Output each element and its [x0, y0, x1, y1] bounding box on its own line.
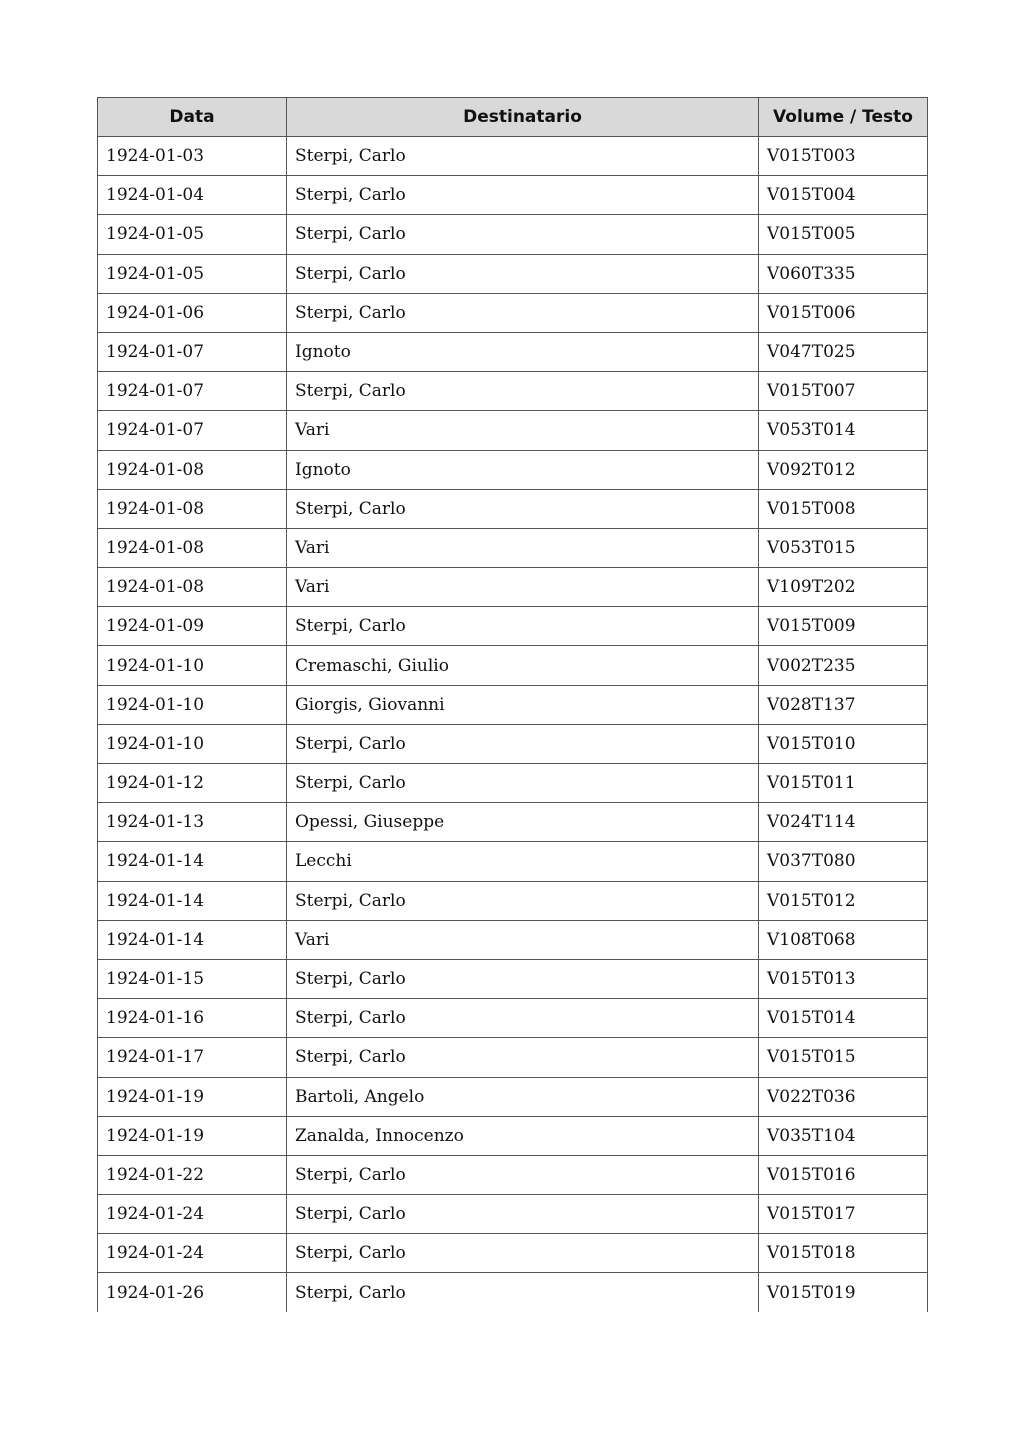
- cell-volume: V015T015: [759, 1038, 928, 1077]
- cell-date: 1924-01-12: [98, 764, 287, 803]
- cell-recipient: Sterpi, Carlo: [287, 881, 759, 920]
- cell-date: 1924-01-22: [98, 1155, 287, 1194]
- cell-recipient: Sterpi, Carlo: [287, 1234, 759, 1273]
- cell-recipient: Sterpi, Carlo: [287, 607, 759, 646]
- cell-recipient: Sterpi, Carlo: [287, 215, 759, 254]
- table-row: [98, 215, 928, 254]
- cell-date: 1924-01-24: [98, 1234, 287, 1273]
- table-row: [98, 293, 928, 332]
- table-row: [98, 489, 928, 528]
- cell-date: 1924-01-08: [98, 568, 287, 607]
- cell-volume: V015T011: [759, 764, 928, 803]
- table-row: [98, 176, 928, 215]
- table-row: [98, 450, 928, 489]
- table-row: [98, 372, 928, 411]
- header-volume: Volume / Testo: [759, 98, 928, 137]
- cell-volume: V015T005: [759, 215, 928, 254]
- cell-volume: V047T025: [759, 332, 928, 371]
- cell-date: 1924-01-14: [98, 881, 287, 920]
- cell-volume: V015T019: [759, 1273, 928, 1312]
- cell-volume: V015T007: [759, 372, 928, 411]
- table-row: [98, 999, 928, 1038]
- cell-volume: V035T104: [759, 1116, 928, 1155]
- cell-recipient: Vari: [287, 920, 759, 959]
- table-row: [98, 137, 928, 176]
- header-recipient: Destinatario: [287, 98, 759, 137]
- cell-date: 1924-01-24: [98, 1195, 287, 1234]
- cell-recipient: Lecchi: [287, 842, 759, 881]
- table-row: [98, 881, 928, 920]
- cell-volume: V015T008: [759, 489, 928, 528]
- header-row: [98, 98, 928, 137]
- cell-date: 1924-01-03: [98, 137, 287, 176]
- cell-volume: V015T012: [759, 881, 928, 920]
- table-row: [98, 842, 928, 881]
- cell-recipient: Bartoli, Angelo: [287, 1077, 759, 1116]
- cell-recipient: Giorgis, Giovanni: [287, 685, 759, 724]
- cell-volume: V053T015: [759, 528, 928, 567]
- cell-volume: V015T017: [759, 1195, 928, 1234]
- cell-volume: V002T235: [759, 646, 928, 685]
- cell-date: 1924-01-07: [98, 372, 287, 411]
- cell-recipient: Sterpi, Carlo: [287, 1273, 759, 1312]
- cell-recipient: Ignoto: [287, 332, 759, 371]
- table-row: [98, 1195, 928, 1234]
- cell-recipient: Sterpi, Carlo: [287, 489, 759, 528]
- table-row: [98, 1116, 928, 1155]
- cell-recipient: Sterpi, Carlo: [287, 372, 759, 411]
- cell-recipient: Sterpi, Carlo: [287, 1155, 759, 1194]
- cell-volume: V092T012: [759, 450, 928, 489]
- table-header: [98, 98, 928, 137]
- table-row: [98, 411, 928, 450]
- cell-volume: V053T014: [759, 411, 928, 450]
- table-row: [98, 959, 928, 998]
- cell-date: 1924-01-06: [98, 293, 287, 332]
- table-row: [98, 724, 928, 763]
- table-body: [98, 137, 928, 1313]
- cell-volume: V022T036: [759, 1077, 928, 1116]
- letters-table: [97, 97, 928, 1312]
- cell-recipient: Sterpi, Carlo: [287, 764, 759, 803]
- cell-recipient: Ignoto: [287, 450, 759, 489]
- cell-volume: V109T202: [759, 568, 928, 607]
- cell-date: 1924-01-08: [98, 489, 287, 528]
- cell-date: 1924-01-19: [98, 1077, 287, 1116]
- cell-date: 1924-01-05: [98, 254, 287, 293]
- cell-recipient: Vari: [287, 411, 759, 450]
- cell-date: 1924-01-14: [98, 920, 287, 959]
- cell-volume: V015T014: [759, 999, 928, 1038]
- cell-date: 1924-01-16: [98, 999, 287, 1038]
- cell-volume: V015T013: [759, 959, 928, 998]
- cell-date: 1924-01-10: [98, 646, 287, 685]
- cell-volume: V037T080: [759, 842, 928, 881]
- cell-recipient: Sterpi, Carlo: [287, 293, 759, 332]
- cell-recipient: Sterpi, Carlo: [287, 176, 759, 215]
- table-row: [98, 646, 928, 685]
- table-row: [98, 1273, 928, 1312]
- cell-date: 1924-01-14: [98, 842, 287, 881]
- cell-recipient: Sterpi, Carlo: [287, 959, 759, 998]
- cell-volume: V015T016: [759, 1155, 928, 1194]
- cell-volume: V015T003: [759, 137, 928, 176]
- cell-recipient: Sterpi, Carlo: [287, 254, 759, 293]
- cell-date: 1924-01-15: [98, 959, 287, 998]
- table-row: [98, 920, 928, 959]
- cell-recipient: Sterpi, Carlo: [287, 137, 759, 176]
- cell-recipient: Vari: [287, 528, 759, 567]
- cell-recipient: Vari: [287, 568, 759, 607]
- table-row: [98, 607, 928, 646]
- cell-volume: V015T009: [759, 607, 928, 646]
- cell-date: 1924-01-09: [98, 607, 287, 646]
- cell-recipient: Zanalda, Innocenzo: [287, 1116, 759, 1155]
- cell-recipient: Opessi, Giuseppe: [287, 803, 759, 842]
- cell-date: 1924-01-04: [98, 176, 287, 215]
- cell-date: 1924-01-19: [98, 1116, 287, 1155]
- cell-recipient: Cremaschi, Giulio: [287, 646, 759, 685]
- cell-date: 1924-01-13: [98, 803, 287, 842]
- cell-date: 1924-01-26: [98, 1273, 287, 1312]
- header-date: Data: [98, 98, 287, 137]
- cell-date: 1924-01-05: [98, 215, 287, 254]
- cell-recipient: Sterpi, Carlo: [287, 1038, 759, 1077]
- cell-recipient: Sterpi, Carlo: [287, 1195, 759, 1234]
- table-row: [98, 568, 928, 607]
- table-row: [98, 332, 928, 371]
- cell-date: 1924-01-08: [98, 528, 287, 567]
- table-row: [98, 1077, 928, 1116]
- cell-date: 1924-01-10: [98, 685, 287, 724]
- cell-volume: V060T335: [759, 254, 928, 293]
- table-row: [98, 685, 928, 724]
- cell-volume: V015T010: [759, 724, 928, 763]
- cell-date: 1924-01-17: [98, 1038, 287, 1077]
- table-row: [98, 764, 928, 803]
- cell-date: 1924-01-07: [98, 411, 287, 450]
- cell-volume: V108T068: [759, 920, 928, 959]
- cell-date: 1924-01-10: [98, 724, 287, 763]
- cell-recipient: Sterpi, Carlo: [287, 724, 759, 763]
- cell-volume: V015T006: [759, 293, 928, 332]
- table-row: [98, 1038, 928, 1077]
- table-row: [98, 1155, 928, 1194]
- cell-date: 1924-01-08: [98, 450, 287, 489]
- table-row: [98, 528, 928, 567]
- cell-volume: V028T137: [759, 685, 928, 724]
- cell-volume: V015T004: [759, 176, 928, 215]
- cell-volume: V015T018: [759, 1234, 928, 1273]
- cell-volume: V024T114: [759, 803, 928, 842]
- cell-recipient: Sterpi, Carlo: [287, 999, 759, 1038]
- cell-date: 1924-01-07: [98, 332, 287, 371]
- table-row: [98, 254, 928, 293]
- table-row: [98, 803, 928, 842]
- table-row: [98, 1234, 928, 1273]
